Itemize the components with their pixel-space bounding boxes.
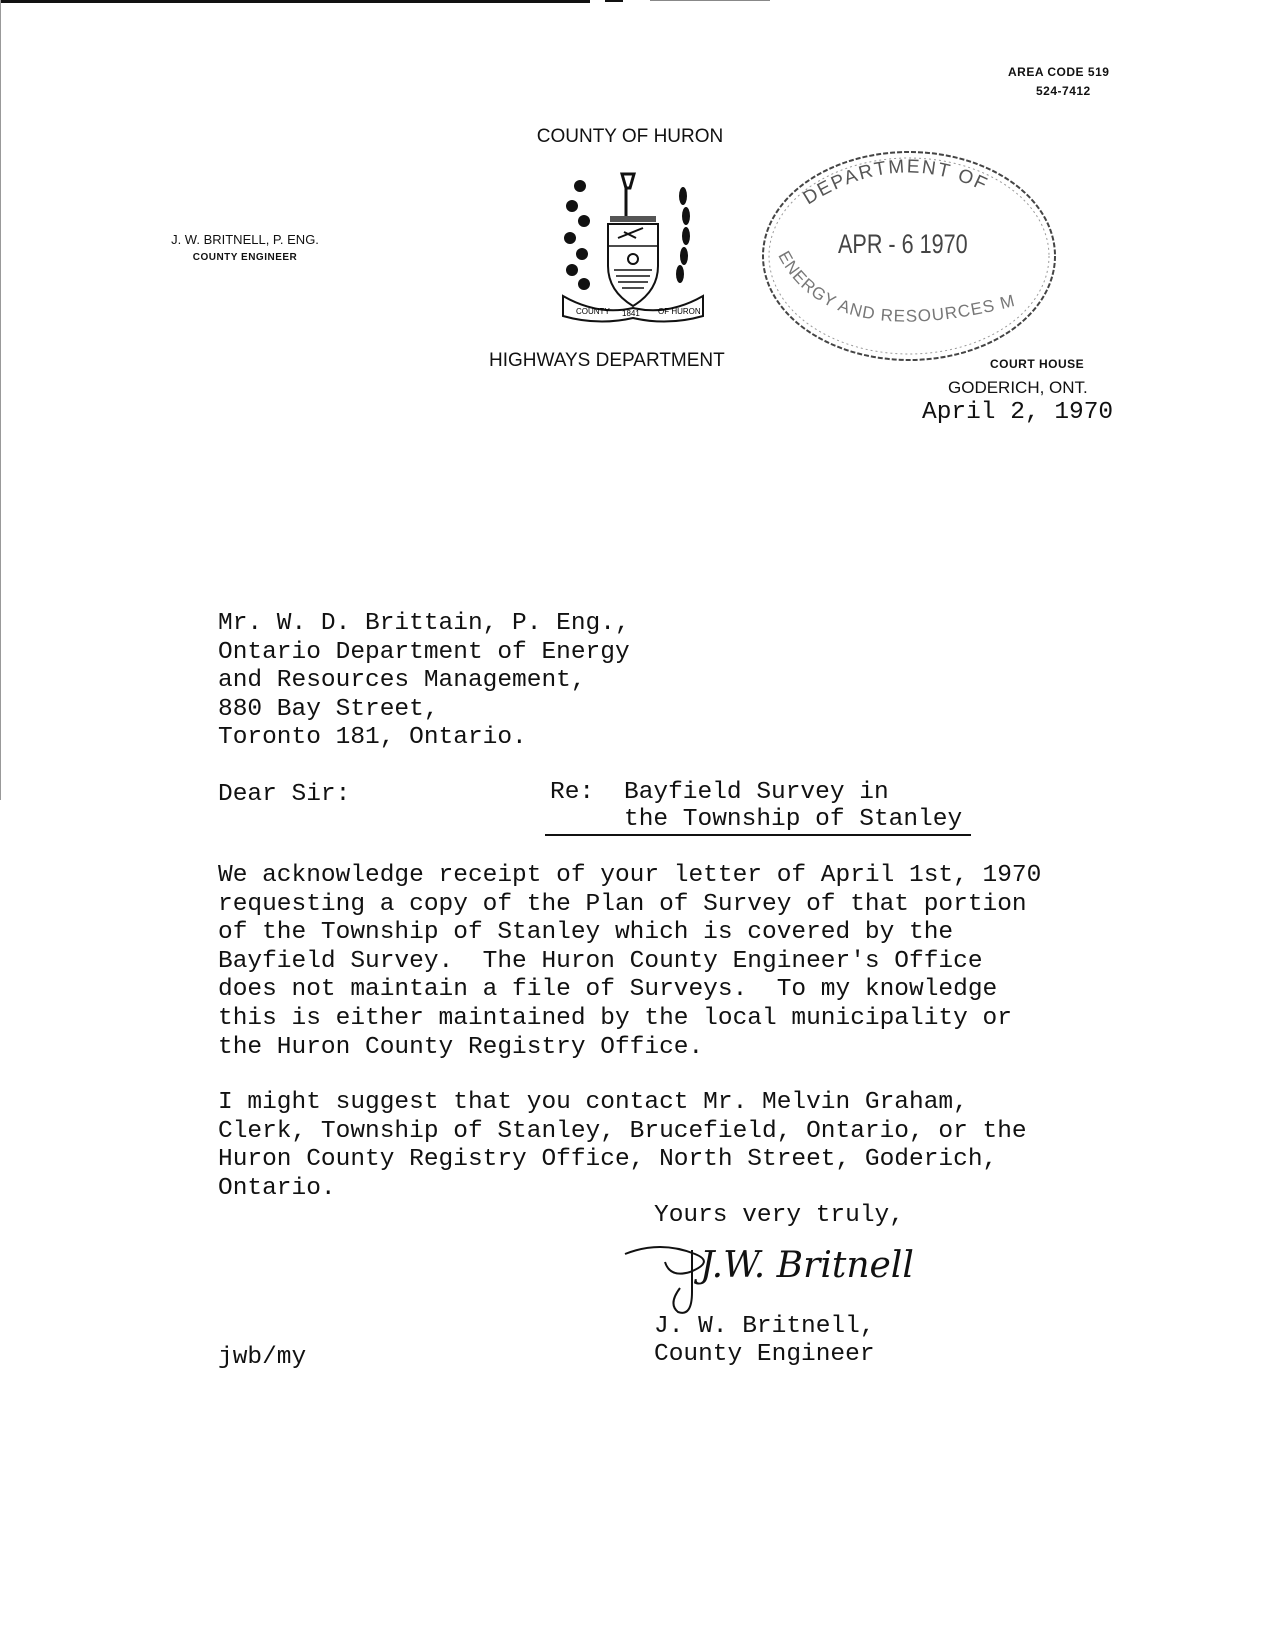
signer-title: County Engineer [654, 1341, 875, 1368]
county-crest [558, 166, 708, 324]
engineer-title: COUNTY ENGINEER [192, 252, 298, 263]
recipient-line: Ontario Department of Energy [218, 638, 630, 666]
paragraph-line: Huron County Registry Office, North Street, Goderich, [218, 1146, 998, 1174]
re-underline [545, 834, 971, 836]
salutation: Dear Sir: [218, 781, 351, 808]
scan-edge [0, 0, 590, 3]
county-title: COUNTY OF HURON [536, 126, 724, 147]
paragraph-line: Bayfield Survey. The Huron County Engineer's Office [218, 947, 983, 975]
recipient-line: Mr. W. D. Brittain, P. Eng., [218, 610, 630, 637]
svg-text:DEPARTMENT OF [800, 156, 992, 209]
paragraph-line: Clerk, Township of Stanley, Brucefield, Ontario, or the [218, 1117, 1027, 1145]
paragraph-line: the Huron County Registry Office. [218, 1033, 704, 1061]
stamp-date: APR - 6 1970 [838, 229, 968, 259]
letter-date: April 2, 1970 [922, 399, 1114, 426]
paragraph-1 [218, 862, 1041, 1062]
svg-text:COUNTY: COUNTY [576, 307, 610, 316]
recipient-line: and Resources Management, [218, 667, 586, 695]
area-code: AREA CODE 519 [1008, 65, 1110, 79]
address-court-house: COURT HOUSE [990, 357, 1085, 371]
engineer-name: J. W. BRITNELL, P. ENG. [171, 232, 319, 247]
paragraph-line: this is either maintained by the local municipality or [218, 1004, 1012, 1032]
phone-number: 524-7412 [1036, 84, 1091, 98]
re-label: Re: [550, 779, 595, 806]
paragraph-line: We acknowledge receipt of your letter of April 1st, 1970 [218, 862, 1042, 889]
received-stamp [758, 145, 1060, 367]
paragraph-line: does not maintain a file of Surveys. To my knowledge [218, 976, 998, 1004]
paragraph-2 [218, 1089, 1027, 1203]
signature-text: J.W. Britnell [700, 1245, 914, 1286]
paragraph-line: I might suggest that you contact Mr. Melvin Graham, [218, 1089, 968, 1116]
paragraph-line: of the Township of Stanley which is covered by the [218, 919, 954, 947]
typist-initials: jwb/my [218, 1344, 307, 1371]
recipient-address [218, 610, 630, 753]
recipient-line: Toronto 181, Ontario. [218, 724, 527, 752]
svg-text:OF HURON: OF HURON [658, 307, 701, 316]
closing: Yours very truly, [654, 1202, 904, 1229]
svg-text:1841: 1841 [622, 309, 640, 318]
re-line: the Township of Stanley [624, 806, 963, 833]
department-title: HIGHWAYS DEPARTMENT [489, 350, 725, 371]
paragraph-line: Ontario. [218, 1174, 336, 1202]
address-city: GODERICH, ONT. [948, 378, 1088, 397]
stamp-bottom-text: ENERGY AND RESOURCES M [774, 247, 1018, 326]
scan-edge [650, 0, 770, 1]
recipient-line: 880 Bay Street, [218, 695, 439, 723]
re-line: Bayfield Survey in [624, 779, 889, 806]
scan-edge [0, 0, 1, 800]
signature [620, 1232, 930, 1322]
signer-name: J. W. Britnell, [654, 1313, 875, 1340]
paragraph-line: requesting a copy of the Plan of Survey of that portion [218, 890, 1027, 918]
stamp-top-text: DEPARTMENT OF [799, 156, 992, 210]
scan-edge [605, 0, 623, 2]
